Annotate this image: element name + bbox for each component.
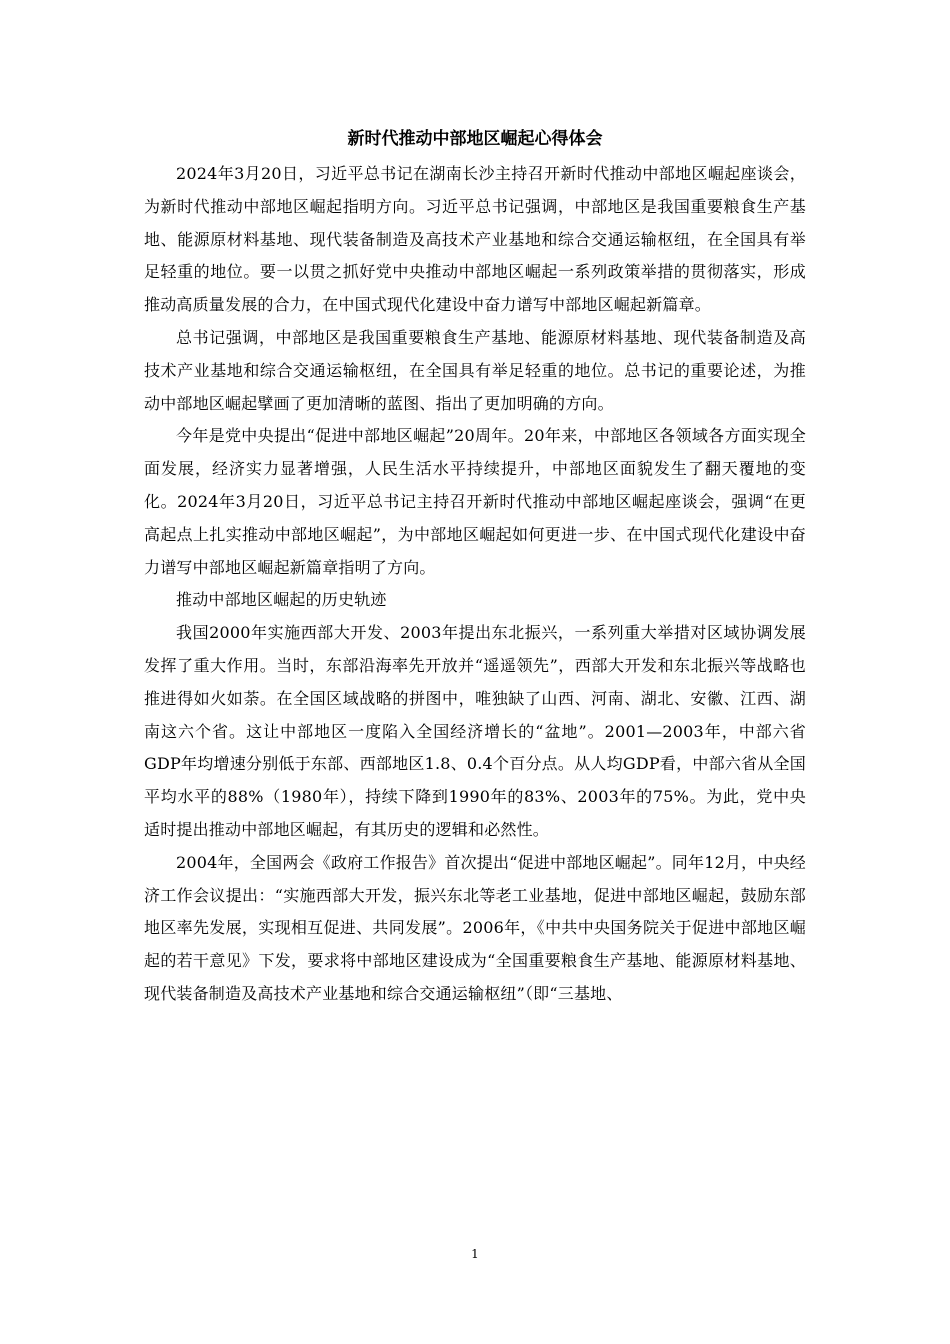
paragraph-3: 今年是党中央提出“促进中部地区崛起”20周年。20年来，中部地区各领域各方面实现全面发展，经济实力显著增强，人民生活水平持续提升，中部地区面貌发生了翻天覆地的变化。2024年3月20日，习近平总书记主持召开新时代推动中部地区崛起座谈会，强调“在更高起点上扎实推动中部地区崛起”，为中部地区崛起如何更进一步、在中国式现代化建设中奋力谱写中部地区崛起新篇章指明了方向。 (144, 426, 806, 577)
paragraph-2: 总书记强调，中部地区是我国重要粮食生产基地、能源原材料基地、现代装备制造及高技术产业基地和综合交通运输枢纽，在全国具有举足轻重的地位。总书记的重要论述，为推动中部地区崛起擘画了更加清晰的蓝图、指出了更加明确的方向。 (144, 327, 806, 413)
document-title: 新时代推动中部地区崛起心得体会 (347, 129, 603, 149)
document-body (144, 158, 806, 1011)
paragraph-5: 2004年，全国两会《政府工作报告》首次提出“促进中部地区崛起”。同年12月，中央经济工作会议提出：“实施西部大开发，振兴东北等老工业基地，促进中部地区崛起，鼓励东部地区率先发展，实现相互促进、共同发展”。2006年，《中共中央国务院关于促进中部地区崛起的若干意见》下发，要求将中部地区建设成为“全国重要粮食生产基地、能源原材料基地、现代装备制造及高技术产业基地和综合交通运输枢纽”（即“三基地、 (144, 852, 806, 1003)
page-number: 1 (471, 1247, 479, 1261)
paragraph-1: 2024年3月20日，习近平总书记在湖南长沙主持召开新时代推动中部地区崛起座谈会，为新时代推动中部地区崛起指明方向。习近平总书记强调，中部地区是我国重要粮食生产基地、能源原材料基地、现代装备制造及高技术产业基地和综合交通运输枢纽，在全国具有举足轻重的地位。要一以贯之抓好党中央推动中部地区崛起一系列政策举措的贯彻落实，形成推动高质量发展的合力，在中国式现代化建设中奋力谱写中部地区崛起新篇章。 (144, 164, 806, 315)
paragraph-4: 我国2000年实施西部大开发、2003年提出东北振兴，一系列重大举措对区域协调发展发挥了重大作用。当时，东部沿海率先开放并“遥遥领先”，西部大开发和东北振兴等战略也推进得如火如荼。在全国区域战略的拼图中，唯独缺了山西、河南、湖北、安徽、江西、湖南这六个省。这让中部地区一度陷入全国经济增长的“盆地”。2001—2003年，中部六省GDP年均增速分别低于东部、西部地区1.8、0.4个百分点。从人均GDP看，中部六省从全国平均水平的88%（1980年），持续下降到1990年的83%、2003年的75%。为此，党中央适时提出推动中部地区崛起，有其历史的逻辑和必然性。 (144, 623, 806, 839)
section-heading: 推动中部地区崛起的历史轨迹 (176, 590, 387, 610)
